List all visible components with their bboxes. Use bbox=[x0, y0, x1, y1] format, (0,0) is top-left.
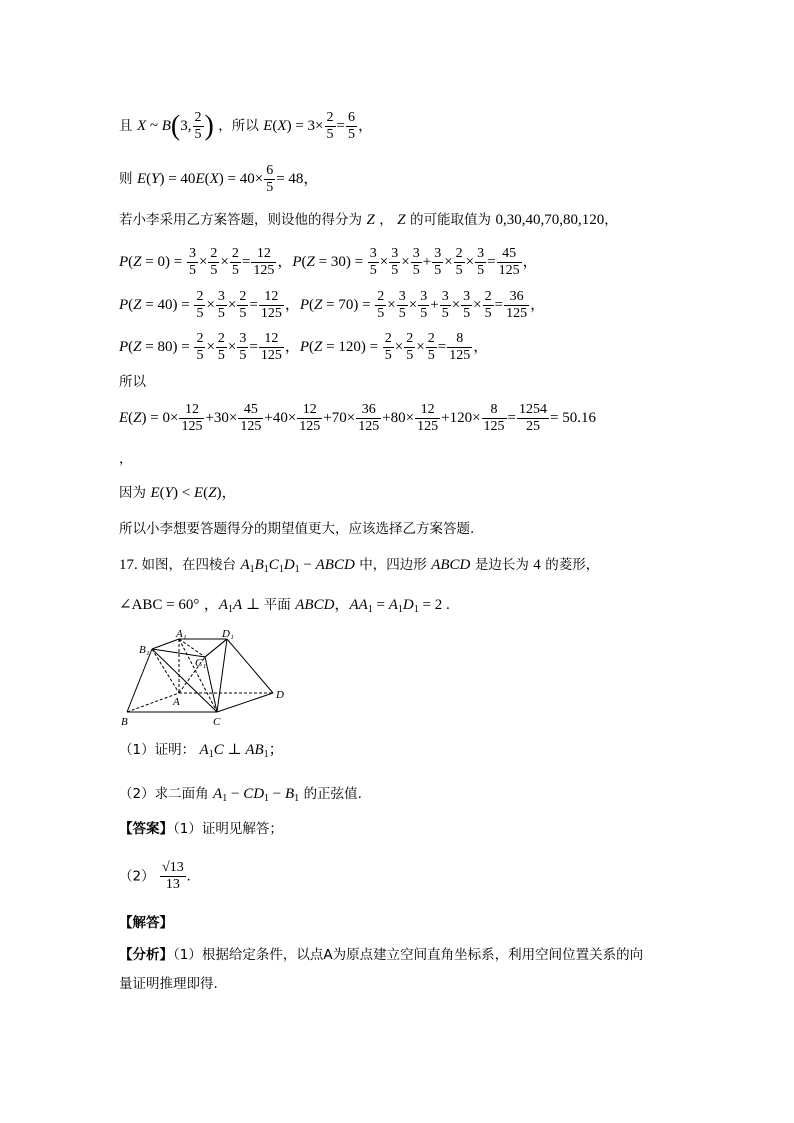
q17-part1: （1）证明： $A_1C$ ⊥ $AB_1$； bbox=[119, 742, 284, 760]
math-frustum: $A_1B_1C_1D_1$ − ABCD bbox=[240, 557, 355, 575]
answer2-line: （2） $\frac{√13}{13}$ . bbox=[119, 860, 191, 892]
label-c: C bbox=[213, 716, 221, 728]
answer2-den: 13 bbox=[160, 876, 186, 893]
answer-tag: 【答案】 bbox=[119, 821, 173, 837]
line-suoyi bbox=[119, 375, 146, 390]
fenxi-tag: 【分析】 bbox=[119, 947, 173, 963]
q17-text4: 的菱形， bbox=[545, 557, 600, 573]
q17-text1: 如图，在四棱台 bbox=[141, 557, 236, 573]
edge-d1d bbox=[227, 639, 273, 693]
text-qie: 且 bbox=[119, 117, 133, 134]
math-p80: P(Z = 80) = $\frac{2}{5}$ × $\frac{2}{5}$ × $\frac{3}{5}$ = $\frac{12}{125}$ ，P(Z = 120) = $\frac{2}{5}$ × $\frac{2}{5}$ × $\frac{2}{5}$ = $\frac{8}{125}$ ， bbox=[119, 331, 489, 363]
label-d1: D₁ bbox=[222, 628, 234, 640]
answer-line bbox=[119, 822, 283, 837]
q17-line1: 17. 如图，在四棱台 $A_1B_1C_1D_1$ − ABCD 中，四边形 ABCD 是边长为 4 的菱形， bbox=[119, 557, 600, 575]
text-comma-alone: ， bbox=[119, 451, 133, 467]
fenxi-text2: 量证明推理即得. bbox=[119, 976, 218, 992]
edge-ba bbox=[127, 693, 179, 712]
label-c1: C₁ bbox=[195, 657, 207, 669]
q17-four: 4 bbox=[533, 557, 541, 573]
answer2-label: （2） bbox=[119, 868, 155, 885]
line-comma bbox=[119, 452, 133, 467]
edge-c1d1b bbox=[205, 639, 227, 657]
math-ex: E(X) = 3× $\frac{2}{5}$ = $\frac{6}{5}$ ， bbox=[263, 110, 373, 142]
line-ey bbox=[119, 163, 318, 196]
math-binomial: X ~ B(3, $\frac{2}{5}$ ) bbox=[136, 110, 214, 142]
line-p0-p30 bbox=[119, 246, 538, 279]
label-d: D bbox=[276, 689, 284, 701]
edge-b1a1 bbox=[152, 639, 179, 649]
part2-tail: 的正弦值. bbox=[303, 786, 362, 802]
label-a: A bbox=[173, 696, 180, 708]
q17-text2: 中，四边形 bbox=[359, 557, 427, 573]
text-yinwei: 因为 bbox=[119, 485, 146, 501]
line-binomial bbox=[119, 110, 373, 143]
edge-cd bbox=[217, 693, 273, 712]
math-p0: P(Z = 0) = $\frac{3}{5}$ × $\frac{2}{5}$ × $\frac{2}{5}$ = $\frac{12}{125}$ ，P(Z = 30) = $\frac{3}{5}$ × $\frac{3}{5}$ × $\frac{3}{5}$ + $\frac{3}{5}$ × $\frac{2}{5}$ × $\frac{3}{5}$ = $\frac{45}{125}$ ， bbox=[119, 246, 538, 278]
label-a1: A₁ bbox=[176, 628, 187, 640]
label-b: B bbox=[121, 716, 128, 728]
math-compare: E(Y) < E(Z)， bbox=[150, 485, 237, 501]
text-ze: 则 bbox=[119, 170, 133, 187]
math-ey: E(Y) = 40E(X) = 40× $\frac{6}{5}$ = 48， bbox=[136, 163, 319, 195]
jieda-tag: 【解答】 bbox=[119, 915, 173, 931]
part2-label: （2）求二面角 bbox=[119, 786, 209, 802]
answer1: （1）证明见解答； bbox=[173, 821, 283, 837]
text-comma: ， bbox=[379, 212, 393, 228]
fenxi-line2 bbox=[119, 977, 218, 992]
math-p40: P(Z = 40) = $\frac{2}{5}$ × $\frac{3}{5}$ × $\frac{2}{5}$ = $\frac{12}{125}$ ，P(Z = 70) = $\frac{2}{5}$ × $\frac{3}{5}$ × $\frac{3}{5}$ + $\frac{3}{5}$ × $\frac{3}{5}$ × $\frac{2}{5}$ = $\frac{36}{125}$ ， bbox=[119, 289, 546, 321]
edge-b1b bbox=[127, 649, 152, 712]
text-plan-b: 若小李采用乙方案答题，则设他的得分为 bbox=[119, 212, 362, 228]
line-p40-p70 bbox=[119, 289, 545, 322]
frustum-figure bbox=[115, 625, 295, 730]
edge-b1c bbox=[152, 649, 217, 712]
jieda-line bbox=[119, 916, 173, 931]
q17-part2: （2）求二面角 $A_1 - CD_1 - B_1$ 的正弦值. bbox=[119, 786, 362, 804]
line-p80-p120 bbox=[119, 331, 488, 364]
edge-a1c1 bbox=[179, 639, 205, 657]
line-ez bbox=[119, 402, 596, 435]
fenxi-line1 bbox=[119, 948, 643, 963]
line-compare bbox=[119, 486, 236, 501]
q17-text3: 是边长为 bbox=[474, 557, 529, 573]
q17-line2: ∠ABC = 60° ，$A_1A$ ⊥ 平面 ABCD，$AA_1 = A_1D_1 = 2$ . bbox=[119, 597, 450, 615]
q17-plane: 平面 bbox=[263, 597, 291, 613]
answer2-num: √13 bbox=[162, 860, 184, 875]
q17-number: 17. bbox=[119, 557, 142, 573]
text-possible: 的可能取值为 bbox=[410, 212, 491, 228]
answer2-fraction bbox=[160, 860, 186, 893]
fenxi-text1: （1）根据给定条件，以点A为原点建立空间直角坐标系，利用空间位置关系的向 bbox=[173, 947, 644, 963]
line-conclusion bbox=[119, 522, 474, 537]
part1-label: （1）证明： bbox=[119, 742, 196, 758]
text-suoyi-2: 所以 bbox=[119, 374, 146, 390]
math-ez: E(Z) = 0× $\frac{12}{125}$ +30× $\frac{45}{125}$ +40× $\frac{12}{125}$ +70× $\frac{36}{125}$ +80× $\frac{12}{125}$ +120× $\frac{8}{125}$ = $\frac{1254}{25}$ = 50.16 bbox=[119, 402, 596, 434]
edge-a1c bbox=[179, 639, 217, 712]
z-values: 0,30,40,70,80,120 bbox=[495, 212, 605, 228]
edge-d1c bbox=[217, 639, 227, 712]
line-z-values: 若小李采用乙方案答题，则设他的得分为 Z ， Z 的可能取值为 0,30,40,70,80,120， bbox=[119, 212, 618, 228]
text-suoyi-1: ，所以 bbox=[218, 117, 259, 134]
q17-angle: ∠ABC = 60° bbox=[119, 597, 200, 613]
label-b1: B₁ bbox=[139, 644, 150, 656]
text-conclusion: 所以小李想要答题得分的期望值更大，应该选择乙方案答题. bbox=[119, 521, 475, 537]
var-z: Z bbox=[366, 212, 375, 228]
edge-c1c bbox=[205, 657, 217, 712]
